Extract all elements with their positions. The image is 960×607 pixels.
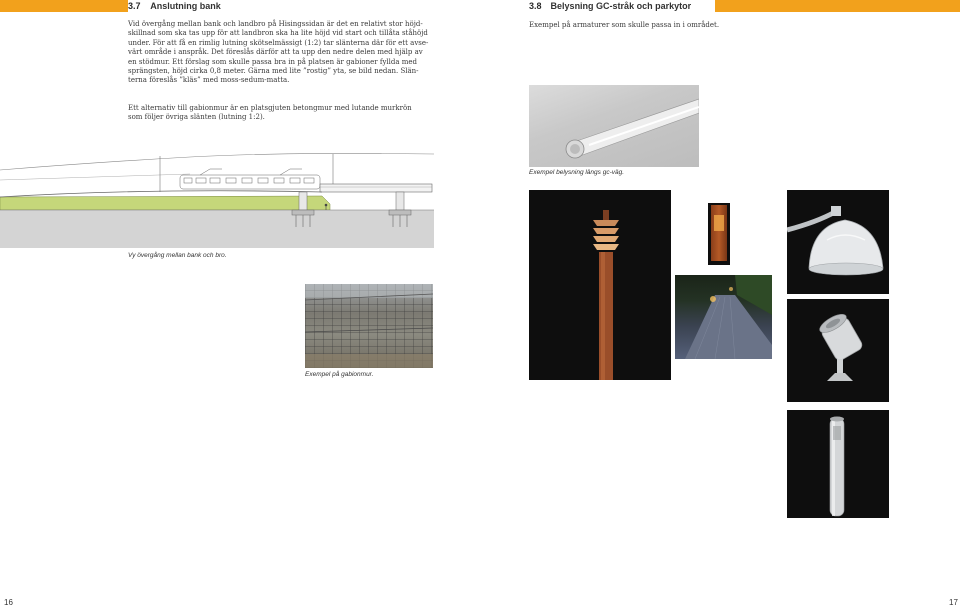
bridge-pier: [299, 192, 307, 210]
bridge-pier: [396, 192, 404, 210]
heading-number: 3.7: [128, 1, 141, 11]
heading-accent-bar-left: [0, 0, 128, 12]
paragraph-alternativ: [128, 104, 446, 123]
heading-number: 3.8: [529, 1, 542, 11]
caption-section-drawing: Vy övergång mellan bank och bro.: [128, 252, 227, 259]
bollard-lights-photo: [529, 190, 671, 380]
heading-title: Anslutning bank: [150, 1, 221, 11]
gabion-wall-photo: [305, 284, 433, 368]
ground: [0, 210, 434, 248]
text-line: under. För att få en rimlig lutning skötselmässigt (1:2) tar slänterna där för ett avse-: [128, 38, 429, 47]
section-heading-3-8: [529, 0, 715, 12]
page-number-right: 17: [949, 598, 958, 607]
tram-outline: [180, 169, 320, 189]
spotlight-photo: [787, 299, 889, 402]
text-line: värt område i anspråk. Det föreslås därför att ta upp den nedre delen med hjälp av: [128, 48, 423, 57]
text-line: skillnad som ska tas upp för att landbron ska ha lite höjd vid start och tillåta ståhöjd: [128, 29, 428, 38]
section-drawing-bank-bridge: [0, 152, 434, 248]
corten-box-light-photo: [708, 203, 730, 265]
pipe-bollard-photo: [787, 410, 889, 518]
bridge-deck: [320, 184, 432, 192]
handrail-light-photo: [529, 85, 699, 167]
text-line: Ett alternativ till gabionmur är en platsgjuten betongmur med lutande murkrön: [128, 104, 412, 112]
street-lamp-photo: [787, 190, 889, 294]
heading-title: Belysning GC-stråk och parkytor: [550, 1, 692, 11]
paragraph-anslutning: [128, 20, 446, 86]
text-line: sprängsten, höjd cirka 0,8 meter. Gärna med lite ”rostig” yta, se bild nedan. Slän-: [128, 67, 419, 76]
section-heading-3-7: [128, 0, 440, 12]
text-line: Vid övergång mellan bank och landbro på Hisingssidan är det en relativt stor höjd-: [128, 20, 423, 28]
bank-embankment: [0, 196, 330, 210]
caption-gabion: Exempel på gabionmur.: [305, 371, 374, 378]
louvered-bollard: [593, 210, 619, 380]
text-line: terna föreslås ”kläs” med moss-sedum-matta.: [128, 76, 290, 85]
text-line: som följer övriga slänten (lutning 1:2).: [128, 113, 265, 122]
text-line: en stödmur. Ett förslag som skulle passa bra in på platsen är gabioner fyllda med: [128, 57, 418, 66]
intro-text: Exempel på armaturer som skulle passa in i området.: [529, 21, 720, 29]
page-number-left: 16: [4, 598, 13, 607]
garden-path-photo: [675, 275, 772, 359]
caption-handrail: Exempel belysning längs gc-väg.: [529, 169, 625, 176]
